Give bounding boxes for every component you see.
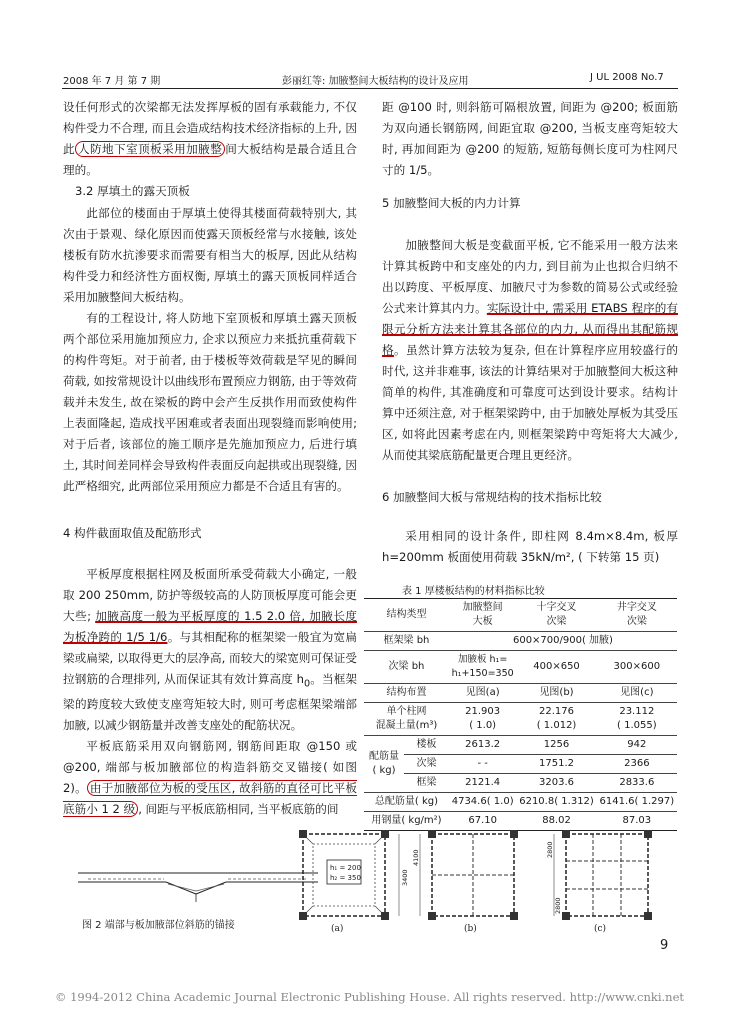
plan-b-dimension: 4100	[412, 849, 420, 866]
table-cell: 300×600	[597, 651, 677, 684]
table-header-row	[364, 599, 677, 632]
table-row	[364, 793, 677, 812]
header-rule	[62, 88, 678, 89]
red-circle-annotation: 人防地下室顶板采用加腋整	[75, 141, 225, 157]
red-underline-annotation: 实际设计中, 需采用 ETABS 程序的有限元分析方法来计算其各部位的内力, 从而得出其配筋规格	[382, 301, 678, 357]
figure-2-haunch-detail	[78, 868, 328, 910]
header-title: 彭丽红等: 加腋整间大板结构的设计及应用	[282, 76, 469, 87]
table-cell: 21.903 ( 1.0)	[449, 703, 516, 736]
table-header-cell: 十字交叉 次梁	[516, 599, 596, 632]
table-cell: 用钢量( kg/m²)	[364, 812, 449, 831]
paragraph: 距 @100 时, 则斜筋可隔根放置, 间距为 @200; 板面筋为双向通长钢筋网, 间距宜取 @200, 当板支座弯矩较大时, 再加间距为 @200 的短筋, 短筋每侧长度可为柱网尺寸的 1/5。	[382, 100, 678, 177]
red-underline-annotation: 加腋高度一般为平板厚度的 1.5 2.0 倍, 加腋长度为板净跨的 1/5 1/6	[63, 609, 358, 644]
copyright-footer: © 1994-2012 China Academic Journal Electronic Publishing House. All rights reserved. http://www.cnki.net	[54, 990, 685, 1004]
header-issue: 2008 年 7 月 第 7 期	[63, 76, 161, 87]
section-4-title: 4 构件截面取值及配筋形式	[63, 526, 202, 540]
table-cell: 见图(a)	[449, 684, 516, 703]
plan-b-label: (b)	[464, 924, 477, 934]
table-row	[364, 736, 677, 755]
right-column-top	[382, 97, 678, 181]
table-row	[364, 684, 677, 703]
plan-a-h2-label: h₂ = 350	[330, 874, 361, 882]
plan-a-dimension: 3400	[401, 869, 409, 886]
table-row	[364, 755, 677, 774]
table-cell: 1256	[516, 736, 596, 755]
plan-a-h1-label: h₁ = 200	[330, 864, 361, 872]
table-1	[364, 598, 677, 831]
table-cell: 次梁 bh	[364, 651, 449, 684]
table-cell: 87.03	[597, 812, 677, 831]
table-header-cell: 井字交叉 次梁	[597, 599, 677, 632]
plan-c-label: (c)	[594, 924, 607, 934]
paragraph: 采用相同的设计条件, 即柱网 8.4m×8.4m, 板厚 h=200mm 板面使用荷载 35kN/m², ( 下转第 15 页)	[382, 529, 678, 564]
table-cell: 3203.6	[516, 774, 596, 793]
page-number: 9	[660, 938, 669, 953]
table-cell: 2613.2	[449, 736, 516, 755]
table-cell: 2366	[597, 755, 677, 774]
figure-2-caption: 图 2 端部与板加腋部位斜筋的锚接	[82, 920, 235, 931]
table-cell: 6141.6( 1.297)	[597, 793, 677, 812]
paragraph: 有的工程设计, 将人防地下室顶板和厚填土露天顶板两个部位采用施加预应力, 企求以预应力来抵抗重荷载下的构件弯矩。对于前者, 由于楼板等效荷载是罕见的瞬间荷载, 如按常规设计以曲线形布置预应力钢筋, 由于等效荷载并未发生, 故在梁板的跨中会产生反拱作用而致使构件上表面隆起, 造成找平困难或者表面出现裂缝而影响使用; 对于后者, 该部位的施工顺序是先施加预应力, 后进行填土, 其时间差同样会导致构件表面反向起拱或出现裂缝, 因此严格细究, 此两部位采用预应力都是不合适且有害的。	[63, 311, 357, 493]
table-cell: 88.02	[516, 812, 596, 831]
section-6-title: 6 加腋整间大板与常规结构的技术指标比较	[382, 490, 602, 504]
table-cell: 400×650	[516, 651, 596, 684]
table-cell: 楼板	[404, 736, 449, 755]
plan-b-drawing	[412, 828, 527, 922]
table-1-caption: 表 1 厚楼板结构的材料指标比较	[402, 586, 545, 597]
table-cell: 2121.4	[449, 774, 516, 793]
paragraph: 平板底筋采用双向钢筋网, 钢筋间距取 @150 或 @200, 端部与板加腋部位的构造斜筋交叉锚接( 如图 2)。 由于加腋部位为板的受压区, 故斜筋的直径可比平板底筋小 1 2 级 , 间距与平板底筋相同, 当平板底筋的间	[63, 739, 357, 817]
paragraph: 加腋整间大板是变截面平板, 它不能采用一般方法来计算其板跨中和支座处的内力, 到目前为止也拟合归纳不出以跨度、平板厚度、加腋尺寸为参数的简易公式或经验公式来计算其内力。实际设计中, 需采用 ETABS 程序的有限元分析方法来计算其各部位的内力, 从而得出其配筋规格。虽然计算方法较为复杂, 但在计算程序应用较盛行的时代, 这并非难事, 该法的计算结果对于加腋整间大板这种简单的构件, 其准确度和可靠度可达到设计要求。结构计算中还须注意, 对于框架梁跨中, 由于加腋处厚板为其受压区, 如将此因素考虑在内, 则框架梁跨中弯矩将大大减少, 从而使其梁底筋配量更合理且更经济。	[382, 238, 678, 462]
table-cell: 总配筋量( kg)	[364, 793, 449, 812]
table-cell: 加腋板 h₁= h₁+150=350	[449, 651, 516, 684]
plan-a-label: (a)	[331, 924, 344, 934]
table-cell: 配筋量 ( kg)	[364, 736, 404, 793]
table-cell: 单个柱网 混凝土量(m³)	[364, 703, 449, 736]
right-column-bottom	[382, 526, 678, 568]
table-cell: 1751.2	[516, 755, 596, 774]
plan-a-dimension-line	[395, 830, 409, 920]
paragraph: 平板厚度根据柱网及板面所承受荷载大小确定, 一般取 200 250mm, 防护等级较高的人防顶板厚度可能会更大些; 加腋高度一般为平板厚度的 1.5 2.0 倍, 加腋长度为板净跨的 1/5 1/6。与其相配称的框架梁一般宜为宽扁梁或扁梁, 以取得更大的层净高, 而较大的梁宽则可保证受拉钢筋的合理排列, 从而保证其有效计算高度 $h_0$。当框架梁的跨度较大致使支座弯矩较大时, 则可考虑框架梁端部加腋, 以减少钢筋量并改善支座处的配筋状况。	[63, 567, 358, 733]
table-row	[364, 632, 677, 651]
plan-c-dimension: 2800	[554, 897, 562, 914]
left-column-mid	[63, 203, 357, 497]
left-column-top	[63, 97, 357, 181]
table-header-cell: 结构类型	[364, 599, 449, 632]
table-cell: 67.10	[449, 812, 516, 831]
section-3-2-title: 3.2 厚填土的露天顶板	[75, 184, 190, 198]
table-cell: 942	[597, 736, 677, 755]
table-cell: 2833.6	[597, 774, 677, 793]
table-cell: 见图(b)	[516, 684, 596, 703]
table-row	[364, 774, 677, 793]
plan-c-dimension: 2800	[546, 841, 554, 858]
table-header-cell: 加腋整间 大板	[449, 599, 516, 632]
section-5-title: 5 加腋整间大板的内力计算	[382, 196, 521, 210]
table-cell: 4734.6( 1.0)	[449, 793, 516, 812]
paragraph: 设任何形式的次梁都无法发挥厚板的固有承载能力, 不仅构件受力不合理, 而且会造成结构技术经济指标的上升, 因此 人防地下室顶板采用加腋整 间大板结构是最合适且合理的。	[63, 100, 357, 177]
table-cell: 23.112 ( 1.055)	[597, 703, 677, 736]
left-column-bottom	[63, 564, 357, 820]
table-cell: 600×700/900( 加腋)	[449, 632, 677, 651]
table-cell: 结构布置	[364, 684, 449, 703]
table-row	[364, 651, 677, 684]
right-column-mid	[382, 235, 678, 466]
red-circle-annotation: 由于加腋部位为板的受压区, 故斜筋的直径可比平板底筋小 1 2 级	[63, 781, 357, 817]
table-cell: 6210.8( 1.312)	[516, 793, 596, 812]
paragraph: 此部位的楼面由于厚填土使得其楼面荷载特别大, 其次由于景观、绿化原因而使露天顶板经常与水接触, 该处楼板有防水抗渗要求而需要有相当大的板厚, 因此从结构构件受力和经济性方面权衡, 厚填土的露天顶板同样适合采用加腋整间大板结构。	[63, 206, 357, 304]
table-cell: - -	[449, 755, 516, 774]
table-cell: 框架梁 bh	[364, 632, 449, 651]
table-cell: 次梁	[404, 755, 449, 774]
plan-c-drawing	[544, 828, 659, 922]
table-cell: 框梁	[404, 774, 449, 793]
table-cell: 见图(c)	[597, 684, 677, 703]
table-cell: 22.176 ( 1.012)	[516, 703, 596, 736]
plan-a-drawing	[295, 828, 395, 922]
table-row	[364, 703, 677, 736]
header-issue-en: J UL 2008 No.7	[590, 72, 664, 83]
